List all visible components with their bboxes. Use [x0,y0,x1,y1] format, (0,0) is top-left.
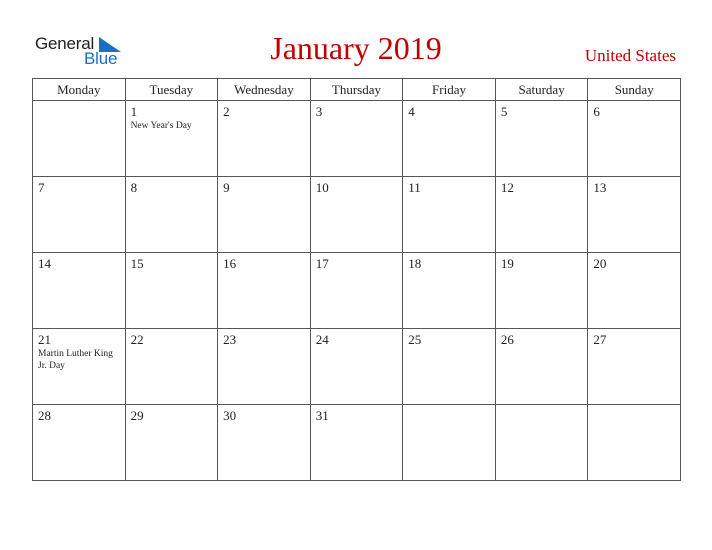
day-cell [403,101,496,177]
day-number: 13 [593,180,607,195]
day-cell [310,405,403,481]
day-cell [218,101,311,177]
day-number: 21 [38,332,51,347]
day-cell [588,177,681,253]
day-number: 5 [500,104,508,119]
day-number: 28 [38,408,51,423]
logo-word-general: General [35,34,95,53]
day-number: 2 [223,104,230,119]
week-row [33,253,681,329]
day-cell [403,253,496,329]
day-number: 16 [223,256,237,271]
day-cell [495,329,588,405]
day-number: 24 [315,332,329,347]
day-number: 19 [500,256,514,271]
holiday-label: Martin Luther King Jr. Day [38,349,113,371]
day-number: 14 [38,256,51,271]
day-cell [403,329,496,405]
day-cell [310,253,403,329]
day-number: 1 [130,104,138,119]
day-number: 22 [130,332,144,347]
day-cell [310,101,403,177]
day-cell [588,253,681,329]
day-cell [403,405,496,481]
day-cell [310,329,403,405]
day-number: 6 [593,104,600,119]
country-label: United States [584,46,676,65]
weekday-header-tuesday: Tuesday [125,79,218,101]
weekday-header-thursday: Thursday [310,79,403,101]
calendar-title: January 2019 [270,30,442,66]
day-cell [125,253,218,329]
day-number: 29 [130,408,144,423]
day-cell [495,177,588,253]
logo-word-blue: Blue [84,49,118,68]
day-cell [218,177,311,253]
month-calendar [32,78,681,481]
day-cell [125,101,218,177]
day-number: 9 [223,180,230,195]
day-number: 4 [408,104,415,119]
day-cell [125,329,218,405]
day-cell [495,101,588,177]
weekday-header-friday: Friday [403,79,496,101]
day-number: 25 [408,332,422,347]
day-cell [33,329,126,405]
day-number: 7 [38,180,45,195]
day-number: 12 [500,180,514,195]
day-number: 30 [223,408,237,423]
day-cell [33,405,126,481]
day-number: 20 [593,256,607,271]
week-row [33,101,681,177]
day-number: 18 [408,256,422,271]
day-cell [495,405,588,481]
day-cell [310,177,403,253]
day-number: 17 [315,256,329,271]
day-cell [403,177,496,253]
day-number: 15 [130,256,144,271]
day-number: 10 [315,180,329,195]
day-number: 31 [315,408,329,423]
week-row [33,177,681,253]
week-row [33,329,681,405]
day-number: 3 [315,104,323,119]
day-number: 8 [130,180,138,195]
day-number: 23 [223,332,237,347]
weekday-header-wednesday: Wednesday [218,79,311,101]
day-number: 26 [500,332,514,347]
day-cell [218,405,311,481]
week-row [33,405,681,481]
day-number: 11 [408,180,421,195]
day-cell [588,405,681,481]
holiday-label: New Year's Day [130,121,192,131]
day-cell [125,405,218,481]
weekday-header-row [33,79,681,101]
weekday-header-saturday: Saturday [495,79,588,101]
day-cell [33,253,126,329]
day-number: 27 [593,332,607,347]
day-cell [218,329,311,405]
day-cell [218,253,311,329]
day-cell [495,253,588,329]
weekday-header-monday: Monday [33,79,126,101]
day-cell [588,101,681,177]
day-cell [33,177,126,253]
day-cell [588,329,681,405]
day-cell [33,101,126,177]
weekday-header-sunday: Sunday [588,79,681,101]
day-cell [125,177,218,253]
